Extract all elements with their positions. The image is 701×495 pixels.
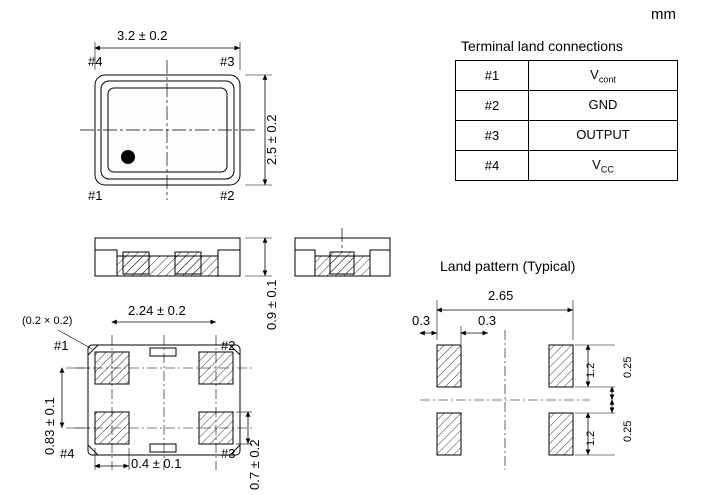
terminal-function-sub: cont [598,74,616,85]
land-pattern-pad-gap2: 0.25 [622,420,634,442]
table-row [456,61,678,91]
top-view-pin4: #4 [88,54,103,69]
bottom-view-pin4: #4 [60,446,75,461]
units-label: mm [651,6,676,23]
side-view-height-dim: 0.9 ± 0.1 [264,279,279,330]
table-row [456,91,678,121]
top-view-pin1: #1 [88,188,103,203]
terminal-function [529,91,678,121]
terminal-function [529,121,678,151]
bottom-view-pad-w: 0.4 ± 0.1 [131,456,182,471]
bottom-view-pin3: #3 [221,446,236,461]
terminal-function-main: OUTPUT [576,126,630,142]
bottom-view-pin2: #2 [221,338,236,353]
terminal-function-main: V [590,66,599,82]
bottom-view-pad-pitch-x: 2.24 ± 0.2 [128,303,186,318]
land-pattern-pad-h2: 1.2 [585,430,597,446]
terminal-connections-table [455,60,678,181]
terminal-pin: #1 [456,61,529,91]
top-view-height-dim: 2.5 ± 0.2 [264,114,279,165]
land-pattern-left-gap: 0.3 [412,313,431,328]
land-pattern-pad-gap1: 0.25 [622,356,634,378]
terminal-pin: #2 [456,91,529,121]
terminal-function-main: V [592,156,601,172]
bottom-view-pad-pitch-y: 0.83 ± 0.1 [42,397,57,455]
terminal-table-body [456,61,678,181]
terminal-pin: #4 [456,151,529,181]
terminal-function [529,61,678,91]
land-pattern-width: 2.65 [488,288,514,303]
top-view-width-dim: 3.2 ± 0.2 [117,28,168,43]
land-pattern-pad-h1: 1.2 [585,362,597,378]
land-pattern-title: Land pattern (Typical) [440,258,576,274]
bottom-view-pin1: #1 [54,338,69,353]
terminal-function [529,151,678,181]
table-row [456,121,678,151]
terminal-function-sub: CC [600,164,614,175]
bottom-view-pad-h: 0.7 ± 0.2 [247,439,262,490]
terminal-function-main: GND [588,96,618,112]
land-pattern-inner-gap: 0.3 [478,313,497,328]
terminal-pin: #3 [456,121,529,151]
terminal-table-title: Terminal land connections [461,38,623,54]
top-view-pin3: #3 [220,54,235,69]
top-view-pin2: #2 [220,188,235,203]
bottom-view-corner-note: (0.2 × 0.2) [22,315,73,327]
table-row [456,151,678,181]
